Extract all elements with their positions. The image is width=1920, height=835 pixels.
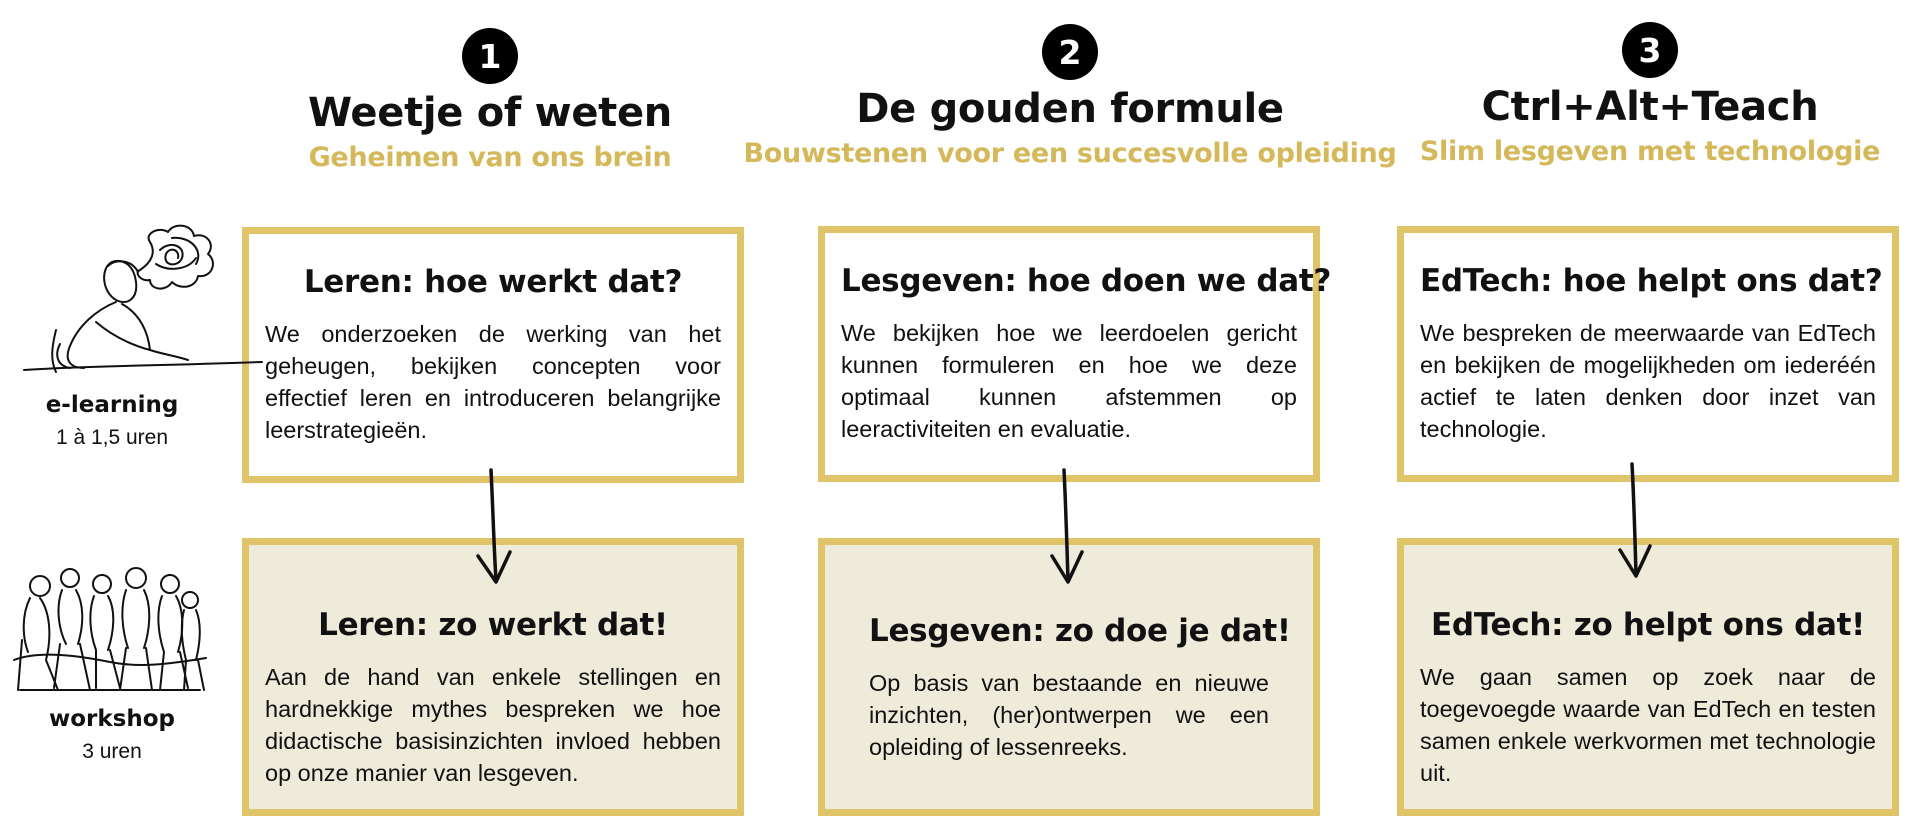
box-text: We bekijken hoe we leerdoelen gericht kunnen formuleren en hoe we deze optimaal kunnen afstemmen op leeractiviteiten en evaluatie. bbox=[841, 320, 1297, 442]
box-text: We gaan samen op zoek naar de toegevoegde waarde van EdTech en testen samen enkele werkvormen met technologie uit. bbox=[1420, 664, 1876, 786]
format-title: e-learning bbox=[45, 392, 179, 418]
format-title: workshop bbox=[48, 706, 176, 732]
column-title: De gouden formule bbox=[856, 86, 1284, 132]
step-number-badge: 2 bbox=[1042, 24, 1098, 80]
box-heading: EdTech: zo helpt ons dat! bbox=[1431, 607, 1865, 643]
step-number-badge: 1 bbox=[462, 28, 518, 84]
column-title: Weetje of weten bbox=[308, 90, 672, 136]
group-circle-sketch-icon bbox=[14, 568, 206, 690]
format-duration: 3 uren bbox=[82, 740, 142, 763]
column-subtitle: Geheimen van ons brein bbox=[308, 142, 672, 173]
box-heading: Lesgeven: hoe doen we dat? bbox=[841, 263, 1332, 299]
box-heading: Leren: hoe werkt dat? bbox=[303, 264, 683, 300]
column-subtitle: Bouwstenen voor een succesvolle opleiding bbox=[743, 138, 1397, 169]
person-thinking-sketch-icon bbox=[24, 226, 262, 372]
box-heading: EdTech: hoe helpt ons dat? bbox=[1420, 263, 1883, 299]
box-text: We bespreken de meerwaarde van EdTech en bekijken de mogelijkheden om iederéén actief te laten denken door inzet van technologie. bbox=[1420, 320, 1876, 442]
box-text: We onderzoeken de werking van het geheugen, bekijken concepten voor effectief leren en introduceren belangrijke leerstrategieën. bbox=[265, 321, 721, 443]
box-heading: Lesgeven: zo doe je dat! bbox=[869, 613, 1291, 649]
step-number-badge: 3 bbox=[1622, 22, 1678, 78]
box-text: Op basis van bestaande en nieuwe inzichten, (her)ontwerpen we een opleiding of lessenreeks. bbox=[869, 670, 1269, 760]
arrow-down-icon bbox=[478, 470, 510, 582]
format-duration: 1 à 1,5 uren bbox=[55, 426, 169, 449]
arrow-down-icon bbox=[1052, 470, 1082, 582]
box-text: Aan de hand van enkele stellingen en hardnekkige mythes bespreken we hoe didactische basisinzichten invloed hebben op onze manier van lesgeven. bbox=[265, 664, 721, 786]
column-subtitle: Slim lesgeven met technologie bbox=[1419, 136, 1881, 167]
column-title: Ctrl+Alt+Teach bbox=[1481, 84, 1819, 130]
box-heading: Leren: zo werkt dat! bbox=[318, 607, 668, 643]
arrow-down-icon bbox=[1620, 464, 1650, 576]
